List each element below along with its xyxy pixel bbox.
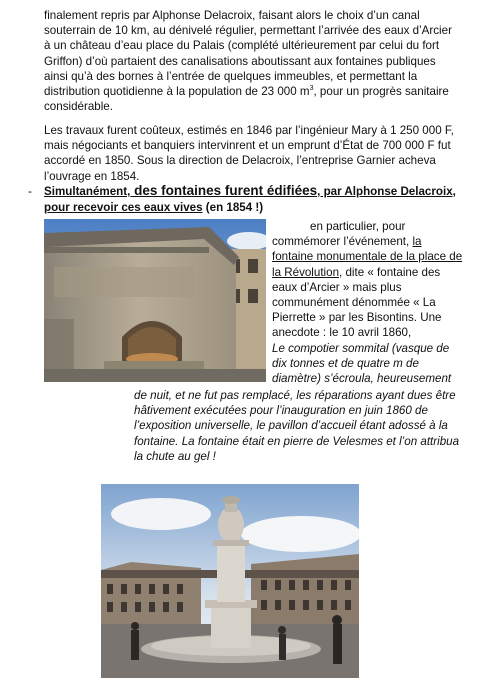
- intro-line: ainsi qu’à des bornes à l’entrée de quelques immeubles, et permettant la: [44, 69, 418, 83]
- side-line: Pierrette » par les Bisontins. Une: [272, 311, 442, 325]
- italic-line: fontaine. La fontaine était en pierre de Velesmes et l’on attribua: [134, 434, 460, 448]
- place-revolution-fountain-photo: [101, 484, 359, 678]
- side-line: en particulier, pour: [310, 220, 406, 233]
- intro-line: [44, 84, 476, 99]
- volume-text: distribution quotidienne à la population de 23 000 m: [44, 85, 310, 99]
- italic-line: l’exposition universelle, le pavillon d’accueil étant adossé à la: [134, 419, 448, 433]
- travaux-paragraph: [44, 123, 476, 184]
- side-line-italic: diamètre) s’écroula, heureusement: [272, 372, 452, 386]
- italic-line: hâtivement exécutées pour l’inauguration en juin 1860 de: [134, 404, 428, 418]
- heading-line-2: [44, 200, 476, 216]
- revolution-link: la Révolution: [272, 265, 340, 279]
- heading-delacroix: , par Alphonse Delacroix,: [317, 185, 456, 198]
- side-line-text: commémorer l’événement,: [272, 235, 413, 249]
- heading-eaux-vives: pour recevoir ces eaux vives: [44, 201, 203, 214]
- intro-line: considérable.: [44, 100, 113, 114]
- volume-text-after: , pour un progrès sanitaire: [313, 85, 449, 99]
- heading-date: (en 1854 !): [202, 201, 264, 214]
- intro-line: souterrain de 10 km, au dénivelé régulier, permettant l’arrivée des eaux d’Arcier: [44, 24, 452, 38]
- italic-paragraph: [134, 388, 484, 464]
- side-line-text: , dite « fontaine des: [339, 265, 441, 279]
- heading-fontaines: des fontaines furent édifiées: [130, 183, 318, 198]
- travaux-line: mais négociants et banquiers intervinrent et un emprunt d’État de 700 000 F fut: [44, 139, 451, 153]
- side-line: [272, 234, 482, 249]
- side-text: [272, 219, 482, 386]
- place-revolution-image: [101, 484, 359, 678]
- side-line-italic: dix tonnes et de quatre m de: [272, 356, 419, 370]
- fountain-pavilion-photo: [44, 219, 266, 382]
- travaux-line: accordé en 1850. Sous la direction de Delacroix, l’entreprise Garnier acheva: [44, 154, 436, 168]
- travaux-line: Les travaux furent coûteux, estimés en 1846 par l’ingénieur Mary à 1 250 000 F,: [44, 124, 454, 137]
- intro-line: à un château d’eau place du Palais (complété ultérieurement par celui du fort: [44, 39, 440, 53]
- side-line: [272, 265, 482, 280]
- intro-line: finalement repris par Alphonse Delacroix, faisant alors le choix d’un canal: [44, 9, 420, 22]
- intro-line: Griffon) d’où partaient des canalisations aboutissant aux fontaines publiques: [44, 54, 436, 68]
- side-line: anecdote : le 10 avril 1860,: [272, 326, 412, 340]
- fontaine-link: fontaine monumentale de la place de: [272, 250, 463, 264]
- travaux-line: l’ouvrage en 1854.: [44, 169, 140, 183]
- heading-line-1: [44, 183, 476, 200]
- side-line-italic: Le compotier sommital (vasque de: [272, 341, 450, 355]
- intro-paragraph: [44, 8, 476, 114]
- side-line: eaux d’Arcier » mais plus: [272, 280, 402, 294]
- side-line: communément dénommée « La: [272, 296, 436, 310]
- italic-line: la chute au gel !: [134, 449, 216, 463]
- fountain-pavilion-image: [44, 219, 266, 382]
- cubic-exponent: 3: [309, 85, 314, 93]
- list-bullet: -: [28, 184, 32, 198]
- fontaine-link-start: la: [412, 235, 422, 249]
- italic-line: de nuit, et ne fut pas remplacé, les réparations ayant dues être: [134, 389, 456, 402]
- section-heading: [44, 183, 476, 216]
- heading-simultanement: Simultanément,: [44, 185, 131, 198]
